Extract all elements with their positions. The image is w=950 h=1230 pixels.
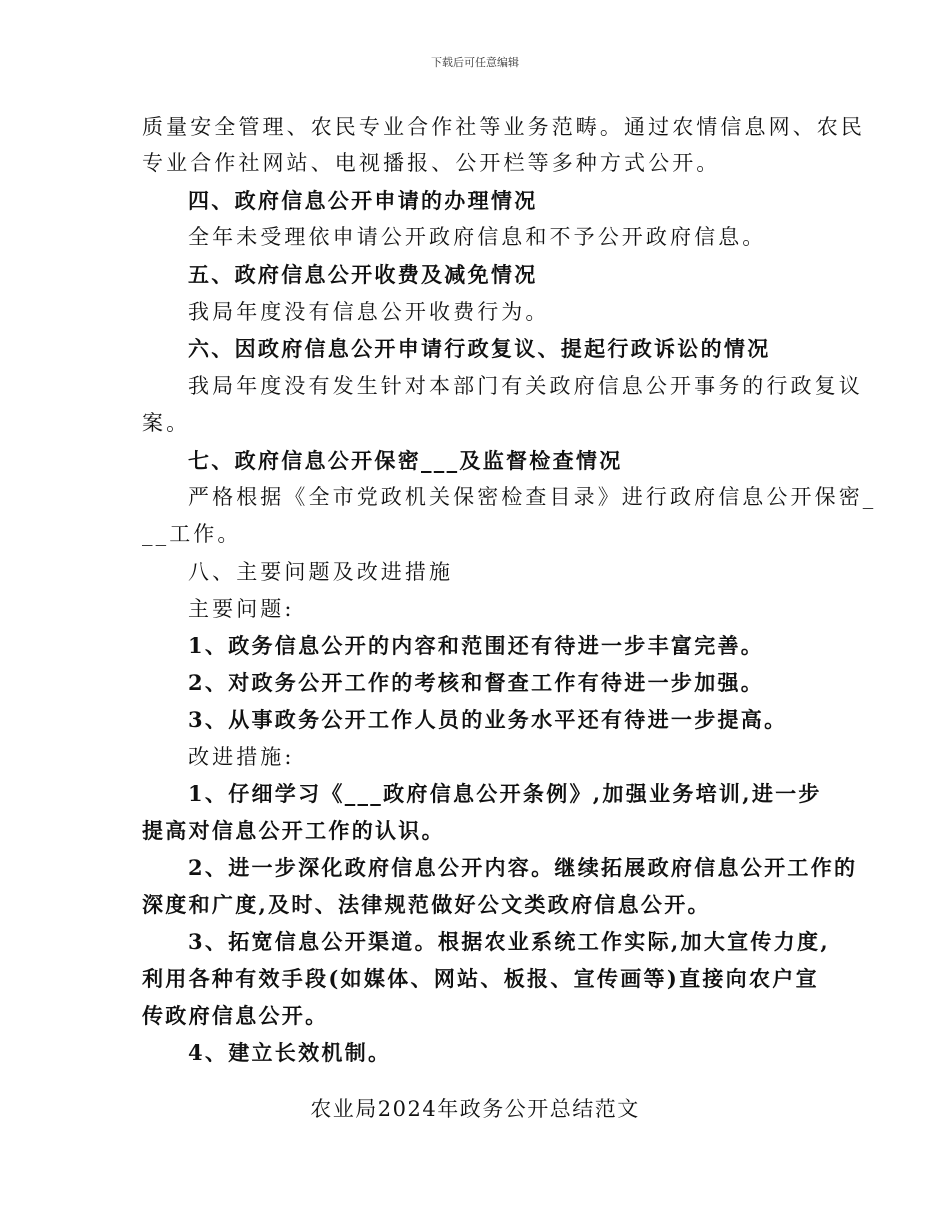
section-heading-6: 六、因政府信息公开申请行政复议、提起行政诉讼的情况 bbox=[188, 336, 771, 361]
page-header-note: 下载后可任意编辑 bbox=[431, 56, 519, 69]
measure-item-3-cont: 传政府信息公开。 bbox=[142, 1003, 329, 1028]
measure-item-2-cont: 深度和广度,及时、法律规范做好公文类政府信息公开。 bbox=[142, 892, 711, 917]
body-line: 案。 bbox=[142, 411, 191, 435]
measure-item-1: 1、仔细学习《___政府信息公开条例》,加强业务培训,进一步 bbox=[188, 781, 822, 806]
body-line: 改进措施: bbox=[188, 745, 295, 769]
body-line: 严格根据《全市党政机关保密检查目录》进行政府信息公开保密_ bbox=[188, 485, 877, 509]
section-heading-8: 八、主要问题及改进措施 bbox=[188, 560, 454, 584]
body-line: 我局年度没有发生针对本部门有关政府信息公开事务的行政复议 bbox=[188, 374, 863, 398]
body-line: 我局年度没有信息公开收费行为。 bbox=[188, 300, 550, 324]
body-line: 全年未受理依申请公开政府信息和不予公开政府信息。 bbox=[188, 225, 767, 249]
measure-item-3-cont: 利用各种有效手段(如媒体、网站、板报、宣传画等)直接向农户宣 bbox=[142, 966, 819, 991]
problem-item-3: 3、从事政务公开工作人员的业务水平还有待进一步提高。 bbox=[188, 707, 788, 732]
problem-item-2: 2、对政务公开工作的考核和督查工作有待进一步加强。 bbox=[188, 670, 765, 695]
section-heading-7: 七、政府信息公开保密___及监督检查情况 bbox=[188, 448, 623, 473]
body-line: __工作。 bbox=[142, 522, 242, 546]
problem-item-1: 1、政务信息公开的内容和范围还有待进一步丰富完善。 bbox=[188, 633, 765, 658]
measure-item-4: 4、建立长效机制。 bbox=[188, 1040, 392, 1065]
next-document-title: 农业局2024年政务公开总结范文 bbox=[310, 1097, 640, 1121]
body-line: 主要问题: bbox=[188, 597, 295, 621]
section-heading-5: 五、政府信息公开收费及减免情况 bbox=[188, 262, 538, 287]
section-heading-4: 四、政府信息公开申请的办理情况 bbox=[188, 188, 538, 213]
measure-item-3: 3、拓宽信息公开渠道。根据农业系统工作实际,加大宣传力度, bbox=[188, 929, 830, 954]
measure-item-2: 2、进一步深化政府信息公开内容。继续拓展政府信息公开工作的 bbox=[188, 855, 858, 880]
measure-item-1-cont: 提高对信息公开工作的认识。 bbox=[142, 818, 445, 843]
body-line: 专业合作社网站、电视播报、公开栏等多种方式公开。 bbox=[142, 151, 721, 175]
body-line: 质量安全管理、农民专业合作社等业务范畴。通过农情信息网、农民 bbox=[142, 115, 865, 139]
